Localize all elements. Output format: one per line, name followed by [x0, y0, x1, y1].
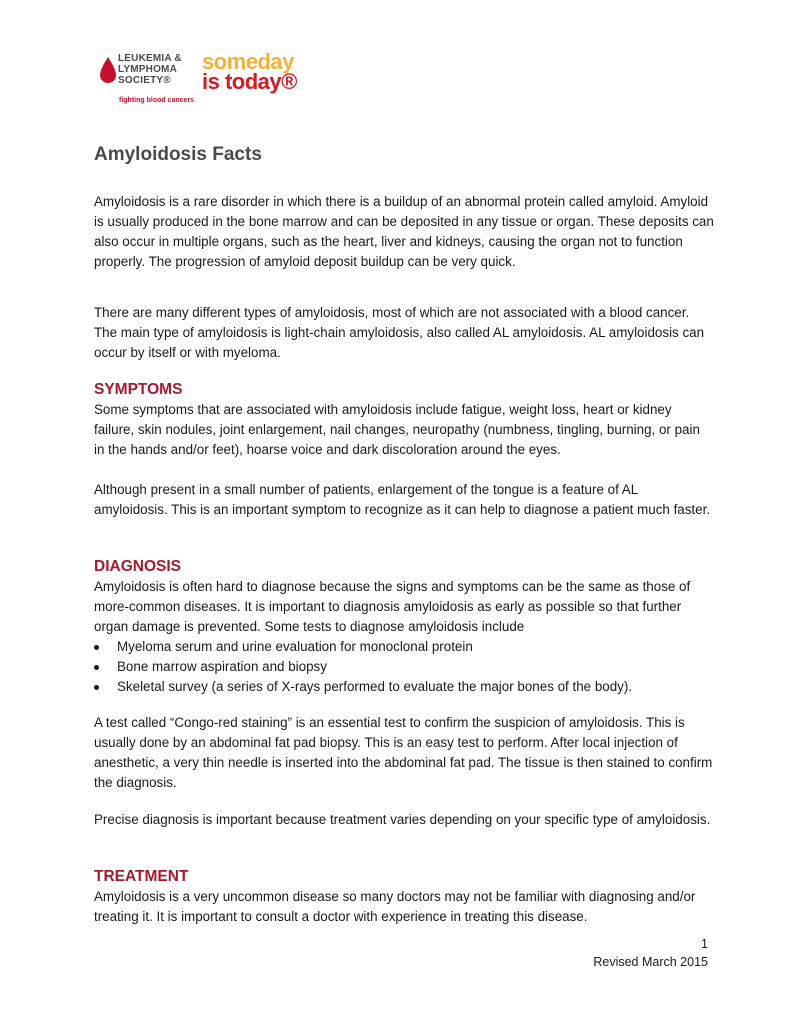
list-item [94, 637, 714, 657]
lls-logo [98, 49, 308, 112]
blood-drop-icon [98, 56, 118, 84]
intro-paragraph: Amyloidosis is a rare disorder in which there is a buildup of an abnormal protein called amyloid. Amyloid is usually produced in the bone marrow and can be deposited in any tissue or organ. These deposits can also occur in multiple organs, such as the heart, liver and kidneys, causing the organ not to function properly. The progression of amyloid deposit buildup can be very quick. [94, 194, 714, 269]
revision-date: Revised March 2015 [593, 955, 708, 969]
section-heading-treatment: TREATMENT [94, 868, 189, 885]
list-item-text: Bone marrow aspiration and biopsy [117, 659, 327, 674]
symptoms-section-2 [94, 480, 714, 520]
list-item-text: Skeletal survey (a series of X-rays performed to evaluate the major bones of the body). [117, 679, 633, 694]
symptoms-paragraph: Some symptoms that are associated with amyloidosis include fatigue, weight loss, heart or kidney failure, skin nodules, joint enlargement, nail changes, neuropathy (numbness, tingling, burning, or pain in the hands and/or feet), hoarse voice and dark discoloration around the eyes. [94, 402, 700, 457]
list-item-text: Myeloma serum and urine evaluation for monoclonal protein [117, 639, 473, 654]
slogan [202, 49, 297, 94]
tagline: fighting blood cancers [119, 97, 195, 104]
diagnosis-paragraph: A test called “Congo-red staining” is an essential test to confirm the suspicion of amyloidosis. This is usually done by an abdominal fat pad biopsy. This is an easy test to perform. After local injection of anesthetic, a very thin needle is inserted into the abdominal fat pad. The tissue is then stained to confirm the diagnosis. [94, 715, 713, 790]
diagnosis-section-3 [94, 810, 714, 830]
list-item [94, 657, 714, 677]
bullet-icon [94, 685, 99, 690]
bullet-icon [94, 665, 99, 670]
organization-name [118, 53, 182, 86]
org-line: LEUKEMIA & [118, 53, 182, 64]
intro-paragraph: There are many different types of amyloidosis, most of which are not associated with a blood cancer. The main type of amyloidosis is light-chain amyloidosis, also called AL amyloidosis. AL amyloidosis can occur by itself or with myeloma. [94, 305, 705, 360]
section-heading-symptoms: SYMPTOMS [94, 381, 183, 398]
intro-section [94, 192, 714, 272]
diagnosis-section-2 [94, 713, 714, 793]
list-item [94, 677, 714, 697]
diagnosis-intro: Amyloidosis is often hard to diagnose because the signs and symptoms can be the same as those of more-common diseases. It is important to diagnosis amyloidosis as early as possible so that further organ damage is prevented. Some tests to diagnose amyloidosis include [94, 579, 691, 634]
org-line: SOCIETY® [118, 75, 171, 86]
page-number: 1 [701, 937, 708, 951]
intro-section-2 [94, 303, 714, 363]
symptoms-section [94, 380, 714, 460]
treatment-section [94, 867, 714, 927]
symptoms-paragraph: Although present in a small number of patients, enlargement of the tongue is a feature of AL amyloidosis. This is an important symptom to recognize as it can help to diagnose a patient much faster. [94, 482, 711, 517]
slogan-line-2: is today® [202, 69, 297, 94]
bullet-icon [94, 645, 99, 650]
diagnosis-test-list [94, 637, 714, 697]
slogan-line-1: someday [202, 49, 294, 74]
section-heading-diagnosis: DIAGNOSIS [94, 558, 181, 575]
diagnosis-section [94, 557, 714, 697]
diagnosis-paragraph: Precise diagnosis is important because treatment varies depending on your specific type of amyloidosis. [94, 812, 711, 827]
page-title: Amyloidosis Facts [94, 144, 262, 165]
treatment-paragraph: Amyloidosis is a very uncommon disease so many doctors may not be familiar with diagnosing and/or treating it. It is important to consult a doctor with experience in treating this disease. [94, 889, 696, 924]
org-line: LYMPHOMA [118, 64, 178, 75]
